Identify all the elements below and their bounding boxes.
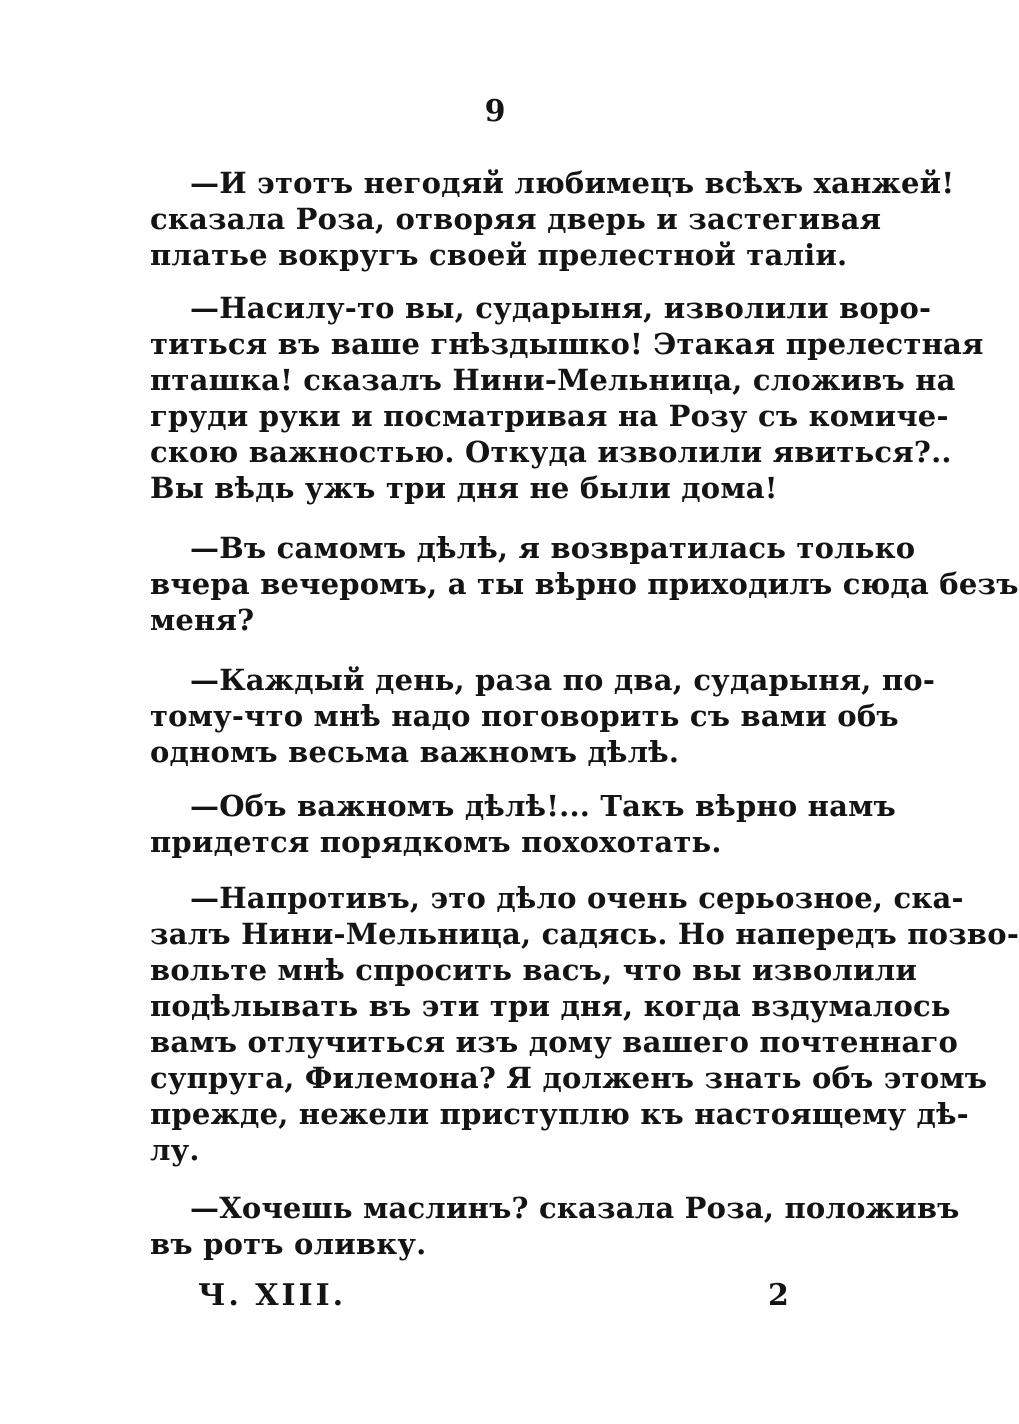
paragraph-1 (150, 165, 955, 273)
text-line: придется порядкомъ похохотать. (150, 825, 722, 859)
paragraph-6 (150, 880, 1019, 1168)
paragraph-3 (150, 530, 1019, 638)
text-line: —Напротивъ, это дѣло очень серьозное, ска- (190, 881, 964, 915)
paragraph-5 (150, 788, 896, 860)
text-line: подѣлывать въ эти три дня, когда вздумалось (150, 989, 951, 1023)
text-line: въ ротъ оливку. (150, 1227, 427, 1261)
text-line: —Объ важномъ дѣлѣ!... Такъ вѣрно намъ (190, 789, 896, 823)
text-line: платье вокругъ своей прелестной таліи. (150, 238, 848, 272)
text-line: —Насилу-то вы, сударыня, изволили воро- (190, 291, 932, 325)
text-line: —И этотъ негодяй любимецъ всѣхъ ханжей! (190, 166, 955, 200)
text-line: супруга, Филемона? Я долженъ знать объ этомъ (150, 1061, 988, 1095)
text-line: меня? (150, 603, 255, 637)
text-line: сказала Роза, отворяя дверь и застегивая (150, 202, 882, 236)
paragraph-4 (150, 662, 936, 770)
page-number: 9 (484, 94, 506, 129)
paragraph-2 (150, 290, 984, 506)
text-line: залъ Нини-Мельница, садясь. Но напередъ позво- (150, 917, 1019, 951)
text-line: вамъ отлучиться изъ дому вашего почтеннаго (150, 1025, 958, 1059)
text-line: скою важностью. Откуда изволили явиться?.. (150, 435, 952, 469)
text-line: —Каждый день, раза по два, сударыня, по- (190, 663, 936, 697)
text-line: —Хочешь маслинъ? сказала Роза, положивъ (190, 1191, 960, 1225)
text-line: пташка! сказалъ Нини-Мельница, сложивъ на (150, 363, 956, 397)
text-line: одномъ весьма важномъ дѣлѣ. (150, 735, 680, 769)
text-line: вчера вечеромъ, а ты вѣрно приходилъ сюда безъ (150, 567, 1019, 601)
text-line: прежде, нежели приступлю къ настоящему дѣ- (150, 1097, 969, 1131)
text-line: титься въ ваше гнѣздышко! Этакая прелестная (150, 327, 984, 361)
paragraph-7-container (150, 1190, 960, 1262)
text-line: лу. (150, 1133, 200, 1167)
sheet-number: 2 (768, 1278, 789, 1313)
text-line: —Въ самомъ дѣлѣ, я возвратилась только (190, 531, 916, 565)
text-line: Вы вѣдь ужъ три дня не были дома! (150, 471, 778, 505)
signature-mark: Ч. XIII. (198, 1278, 347, 1313)
text-line: груди руки и посматривая на Розу съ комиче- (150, 399, 949, 433)
text-line: тому-что мнѣ надо поговорить съ вами объ (150, 699, 899, 733)
text-line: вольте мнѣ спросить васъ, что вы изволили (150, 953, 918, 987)
